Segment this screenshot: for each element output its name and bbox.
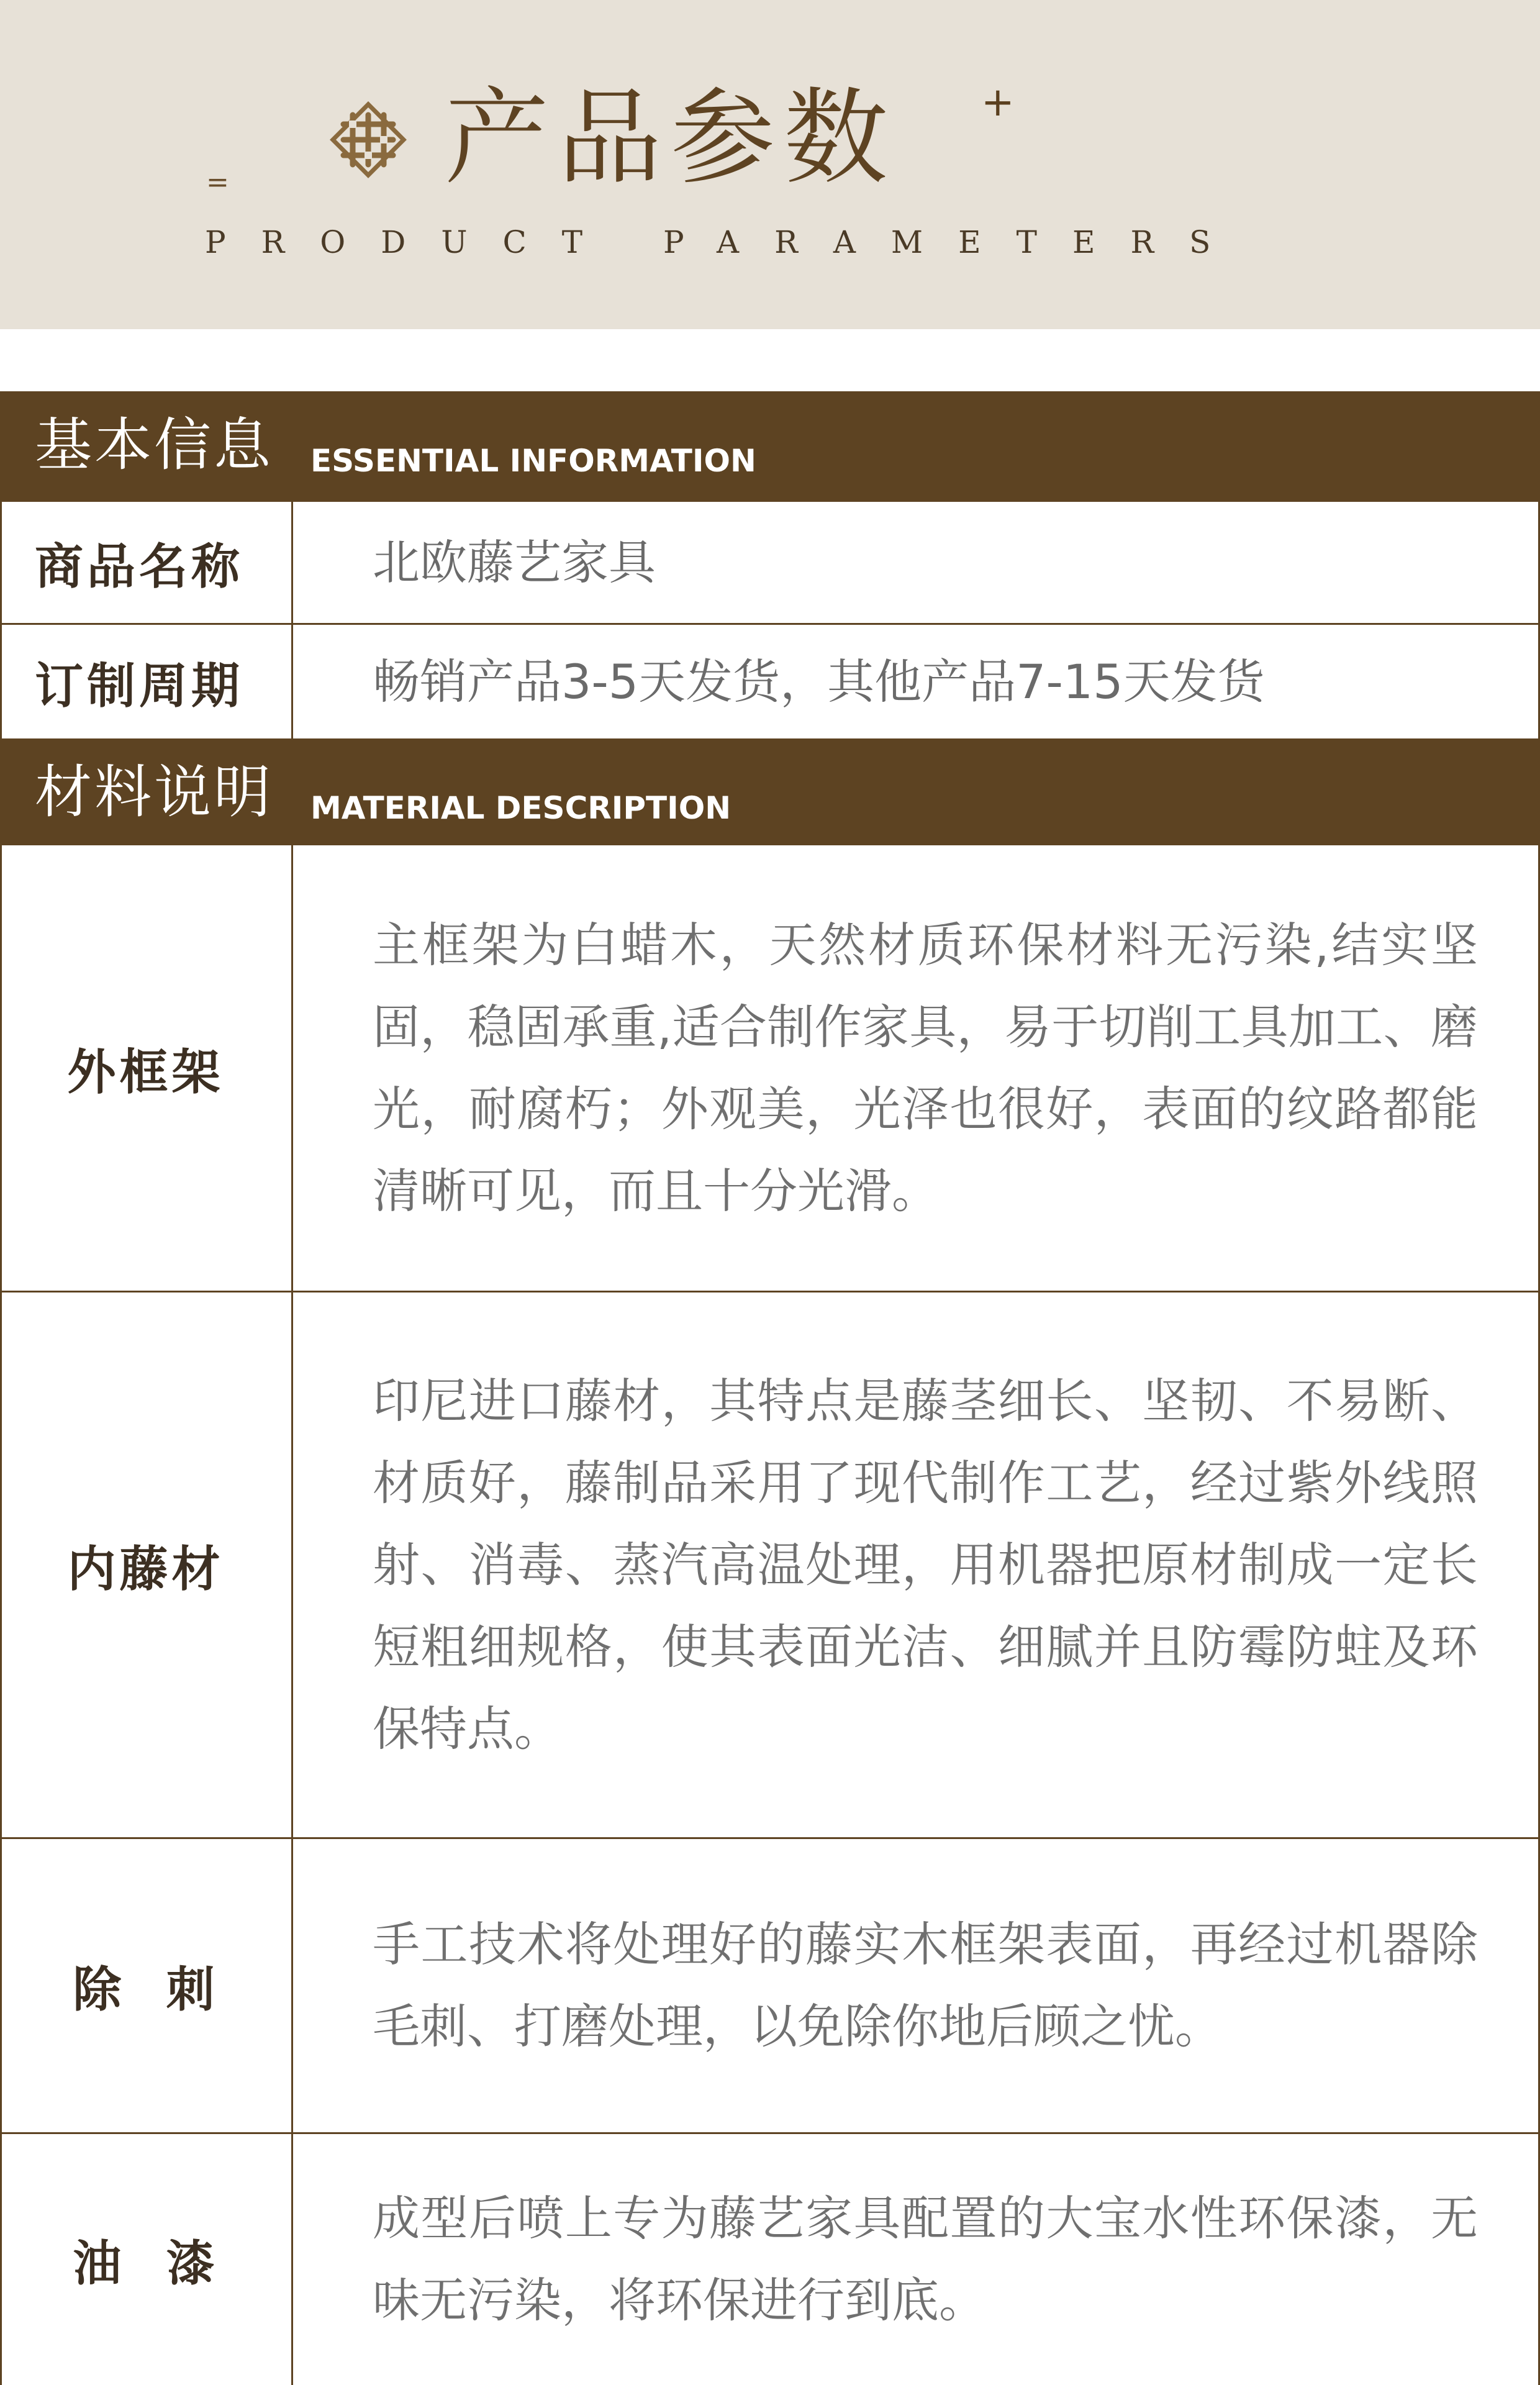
page-subtitle: PRODUCT PARAMETERS	[205, 224, 1246, 260]
plus-decoration: +	[981, 80, 1015, 125]
row-description: 手工技术将处理好的藤实木框架表面，再经过机器除毛刺、打磨处理，以免除你地后顾之忧。	[373, 1917, 1478, 2054]
header-banner	[0, 0, 1540, 329]
section-title-cn: 材料说明	[35, 759, 274, 825]
table-row-paint	[0, 2134, 1540, 2385]
row-value: 畅销产品3-5天发货，其他产品7-15天发货	[373, 653, 1265, 709]
row-description: 主框架为白蜡木，天然材质环保材料无污染,结实坚固，稳固承重,适合制作家具，易于切削工具加工、磨光，耐腐朽；外观美，光泽也很好，表面的纹路都能清晰可见，而且十分光滑。	[373, 917, 1478, 1219]
table-row-custom-period	[0, 625, 1540, 738]
woven-knot-icon	[328, 99, 409, 180]
row-label: 油 漆	[73, 2236, 219, 2292]
section-title-en: ESSENTIAL INFORMATION	[310, 443, 756, 479]
section-header-material	[0, 738, 1540, 845]
row-description: 印尼进口藤材，其特点是藤茎细长、坚韧、不易断、材质好，藤制品采用了现代制作工艺，经过紫外线照射、消毒、蒸汽高温处理，用机器把原材制成一定长短粗细规格，使其表面光洁、细腻并且防霉防蛀及环保特点。	[373, 1373, 1478, 1756]
row-label: 除 刺	[73, 1962, 219, 2018]
row-label: 内藤材	[67, 1541, 224, 1597]
table-row-inner-rattan	[0, 1292, 1540, 1839]
table-row-product-name	[0, 502, 1540, 625]
section-header-essential	[0, 391, 1540, 502]
page-title: 产品参数	[445, 77, 897, 199]
row-label: 商品名称	[35, 538, 244, 595]
section-title-cn: 基本信息	[35, 412, 274, 478]
row-description: 成型后喷上专为藤艺家具配置的大宝水性环保漆，无味无污染，将环保进行到底。	[373, 2191, 1478, 2328]
row-label: 订制周期	[35, 658, 244, 714]
equals-decoration: =	[206, 166, 229, 198]
row-label: 外框架	[67, 1044, 224, 1101]
table-row-outer-frame	[0, 845, 1540, 1292]
section-title-en: MATERIAL DESCRIPTION	[310, 790, 732, 826]
row-value: 北欧藤艺家具	[373, 534, 656, 590]
table-row-deburring	[0, 1839, 1540, 2134]
